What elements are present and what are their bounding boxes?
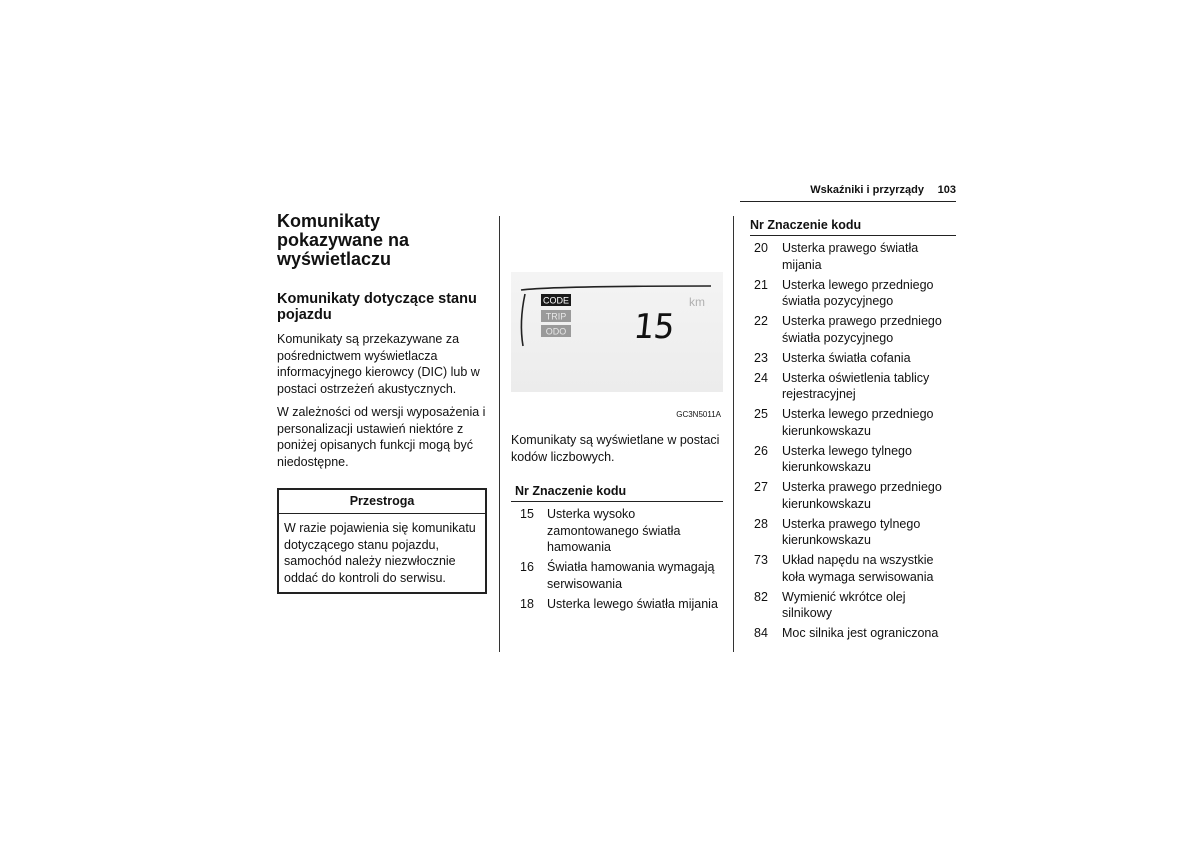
section-title: Wskaźniki i przyrządy: [810, 184, 924, 196]
paragraph-1: Komunikaty są przekazywane za pośrednictwem wyświetlacza informacyjnego kierowcy (DIC) lub w postaci ostrzeżeń akustycznych.: [277, 332, 480, 396]
code-meaning: Układ napędu na wszystkie koła wymaga serwisowania: [782, 553, 934, 584]
warning-heading: Przestroga: [279, 490, 485, 514]
table-row: [750, 370, 956, 403]
table-row: [750, 406, 956, 439]
table-row: [511, 506, 723, 556]
code-meaning: Moc silnika jest ograniczona: [782, 626, 939, 640]
code-meaning: Usterka prawego światła mijania: [782, 241, 919, 272]
table-row: [750, 625, 956, 642]
code-number: 73: [754, 553, 768, 567]
code-number: 24: [754, 370, 768, 385]
code-number: 28: [754, 516, 768, 531]
code-value: 15: [631, 307, 677, 347]
column-divider-2: [733, 216, 734, 652]
code-meaning: Usterka lewego przedniego kierunkowskazu: [782, 407, 934, 438]
code-number: 27: [754, 480, 768, 494]
table-row: [511, 559, 723, 592]
right-column: [750, 218, 956, 642]
code-meaning: Usterka prawego tylnego kierunkowskazu: [782, 516, 921, 547]
code-meaning: Usterka prawego przedniego światła pozycyjnego: [782, 314, 942, 345]
code-number: 22: [754, 314, 768, 328]
code-meaning: Usterka wysoko zamontowanego światła hamowania: [547, 507, 681, 554]
page-number: 103: [937, 184, 956, 196]
header-rule: [740, 201, 956, 202]
code-table-header: Nr Znaczenie kodu: [511, 484, 723, 502]
column-divider-1: [499, 216, 500, 652]
table-row: [750, 350, 956, 367]
unit-label: km: [689, 295, 705, 309]
table-row: [750, 240, 956, 273]
code-number: 20: [754, 241, 768, 255]
table-row: [750, 277, 956, 310]
warning-box: [277, 488, 487, 594]
table-row: [750, 552, 956, 585]
code-number: 82: [754, 589, 768, 604]
table-row: [750, 589, 956, 622]
code-meaning: Wymienić wkrótce olej silnikowy: [782, 589, 906, 620]
code-number: 84: [754, 626, 768, 640]
display-figure: [511, 212, 723, 424]
code-table-header: Nr Znaczenie kodu: [750, 218, 956, 236]
code-number: 15: [520, 507, 534, 521]
page-title: Komunikaty pokazywane na wyświetlaczu: [277, 211, 410, 269]
table-row: [750, 479, 956, 512]
code-number: 18: [520, 596, 534, 611]
display-caption: Komunikaty są wyświetlane w postaci kodów liczbowych.: [511, 433, 720, 464]
code-meaning: Usterka lewego przedniego światła pozycyjnego: [782, 277, 934, 308]
code-number: 26: [754, 443, 768, 458]
table-row: [750, 516, 956, 549]
code-meaning: Usterka lewego tylnego kierunkowskazu: [782, 443, 912, 474]
code-meaning: Usterka światła cofania: [782, 350, 911, 365]
paragraph-2: W zależności od wersji wyposażenia i personalizacji ustawień niektóre z poniżej opisanych funkcji mogą być niedostępne.: [277, 405, 486, 469]
code-label: CODE: [542, 295, 570, 306]
figure-id: GC3N5011A: [676, 410, 721, 419]
middle-column: [511, 212, 723, 612]
warning-body: W razie pojawienia się komunikatu dotyczącego stanu pojazdu, samochód należy niezwłocznie oddać do kontroli do serwisu.: [284, 521, 476, 585]
code-number: 23: [754, 350, 768, 365]
code-number: 21: [754, 277, 768, 292]
code-number: 25: [754, 407, 768, 421]
section-subtitle: Komunikaty dotyczące stanu pojazdu: [277, 291, 477, 323]
odo-label: ODO: [545, 326, 567, 337]
trip-label: TRIP: [545, 311, 567, 322]
code-number: 16: [520, 560, 534, 574]
table-row: [750, 313, 956, 346]
code-meaning: Usterka prawego przedniego kierunkowskazu: [782, 480, 942, 511]
code-meaning: Światła hamowania wymagają serwisowania: [547, 560, 715, 591]
running-header: [740, 184, 956, 202]
table-row: [750, 443, 956, 476]
code-meaning: Usterka oświetlenia tablicy rejestracyjnej: [782, 370, 930, 401]
code-meaning: Usterka lewego światła mijania: [547, 596, 718, 611]
dic-display-illustration: [511, 212, 723, 412]
left-column: [277, 212, 489, 594]
table-row: [511, 596, 723, 613]
